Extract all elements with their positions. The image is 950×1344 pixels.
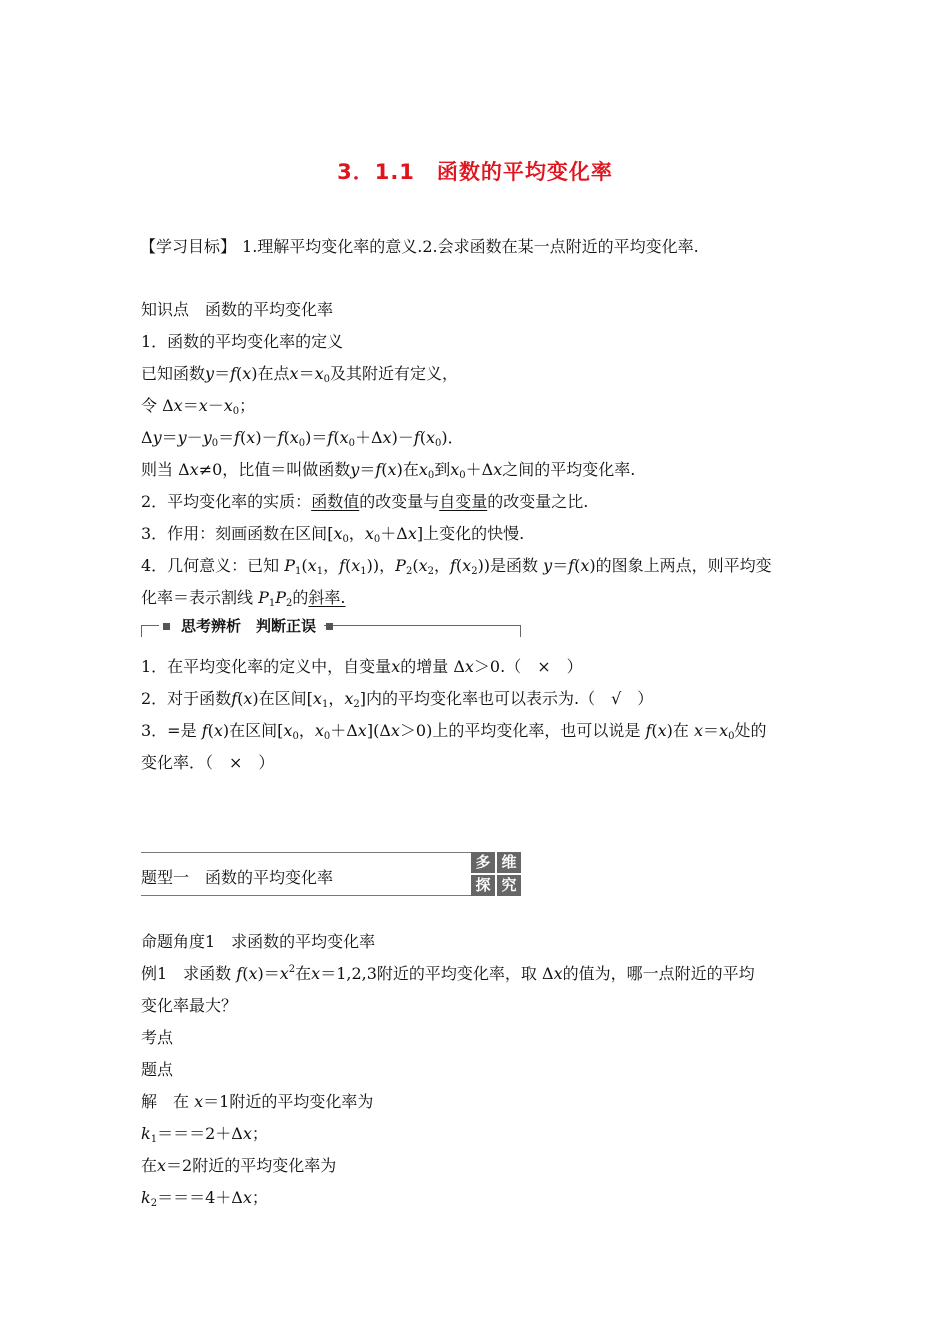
example-1-line-2: 变化率最大？ (141, 996, 238, 1015)
section-4-line-1: 4．几何意义：已知 $P_1(x_1$，$f(x_1)$)，$P_2(x_2$，$f(x_2)$)是函数 y＝f(x)的图象上两点，则平均变 (141, 556, 772, 577)
question-angle: 命题角度1 求函数的平均变化率 (141, 932, 376, 951)
judge-question-2: 2．对于函数f(x)在区间[$x_1$，$x_2$]内的平均变化率也可以表示为.（ √ ） (141, 689, 654, 710)
definition-line-3: $\Delta y=y-y_0=f(x)-f(x_0)=f(x_0+\Delta x)-f(x_0)$． (141, 428, 464, 449)
learning-objective (140, 234, 820, 257)
section-4-line-2: 化率＝表示割线 $P_1P_2$的斜率. (141, 588, 346, 609)
definition-line-1: 已知函数y＝f(x)在点$x=x_0$及其附近有定义， (141, 364, 459, 385)
solution-k2: $k_2===4+\Delta x$； (141, 1188, 268, 1209)
definition-line-2: 令 $\Delta x=x-x_0$； (141, 396, 256, 417)
section-2-line: 2．平均变化率的实质：函数值的改变量与自变量的改变量之比. (141, 492, 589, 511)
think-judge-banner (141, 612, 521, 640)
judge-question-3: 3．=是 f(x)在区间[$x_0$，$x_0+\Delta x](\Delta x>0)$上的平均变化率，也可以说是 f(x)在 $x=x_0$处的 (141, 721, 767, 742)
square-bullet-icon (326, 623, 333, 630)
solution-k1: $k_1===2+\Delta x$； (141, 1124, 268, 1145)
badge-tan: 探 (471, 875, 495, 896)
page-title: 3．1.1 函数的平均变化率 (337, 160, 613, 184)
section-1-heading: 1．函数的平均变化率的定义 (141, 332, 344, 351)
solution-line-3: 在x＝2附近的平均变化率为 (141, 1156, 337, 1175)
example-1-line-1: 例1 求函数 $f(x)=x^2$在x＝1,2,3附近的平均变化率，取 Δx的值为，哪一点附近的平均 (141, 964, 755, 983)
judge-question-1: 1．在平均变化率的定义中，自变量x的增量 Δx＞0.（ × ） (141, 657, 583, 676)
square-bullet-icon (163, 623, 170, 630)
objective-tag: 【学习目标】 (140, 237, 237, 256)
judge-question-3-cont: 变化率．（ × ） (141, 753, 275, 772)
question-type-label: 题型一 函数的平均变化率 (141, 868, 334, 887)
badge-duo: 多 (471, 852, 495, 873)
kaodian-label: 考点 (141, 1028, 174, 1047)
think-judge-label: 思考辨析 判断正误 (159, 615, 324, 636)
definition-line-4: 则当 Δx≠0，比值＝叫做函数y＝f(x)在$x_0$到$x_0+\Delta x$之间的平均变化率. (141, 460, 636, 481)
solution-line-1: 解 在 x＝1附近的平均变化率为 (141, 1092, 374, 1111)
knowledge-heading: 知识点 函数的平均变化率 (141, 300, 334, 319)
badge-jiu: 究 (497, 875, 521, 896)
tidian-label: 题点 (141, 1060, 174, 1079)
section-3-line: 3．作用：刻画函数在区间[$x_0$，$x_0+\Delta x$]上变化的快慢. (141, 524, 525, 545)
question-type-banner (141, 852, 521, 896)
objective-text: 1.理解平均变化率的意义.2.会求函数在某一点附近的平均变化率. (242, 237, 699, 256)
badge-wei: 维 (497, 852, 521, 873)
